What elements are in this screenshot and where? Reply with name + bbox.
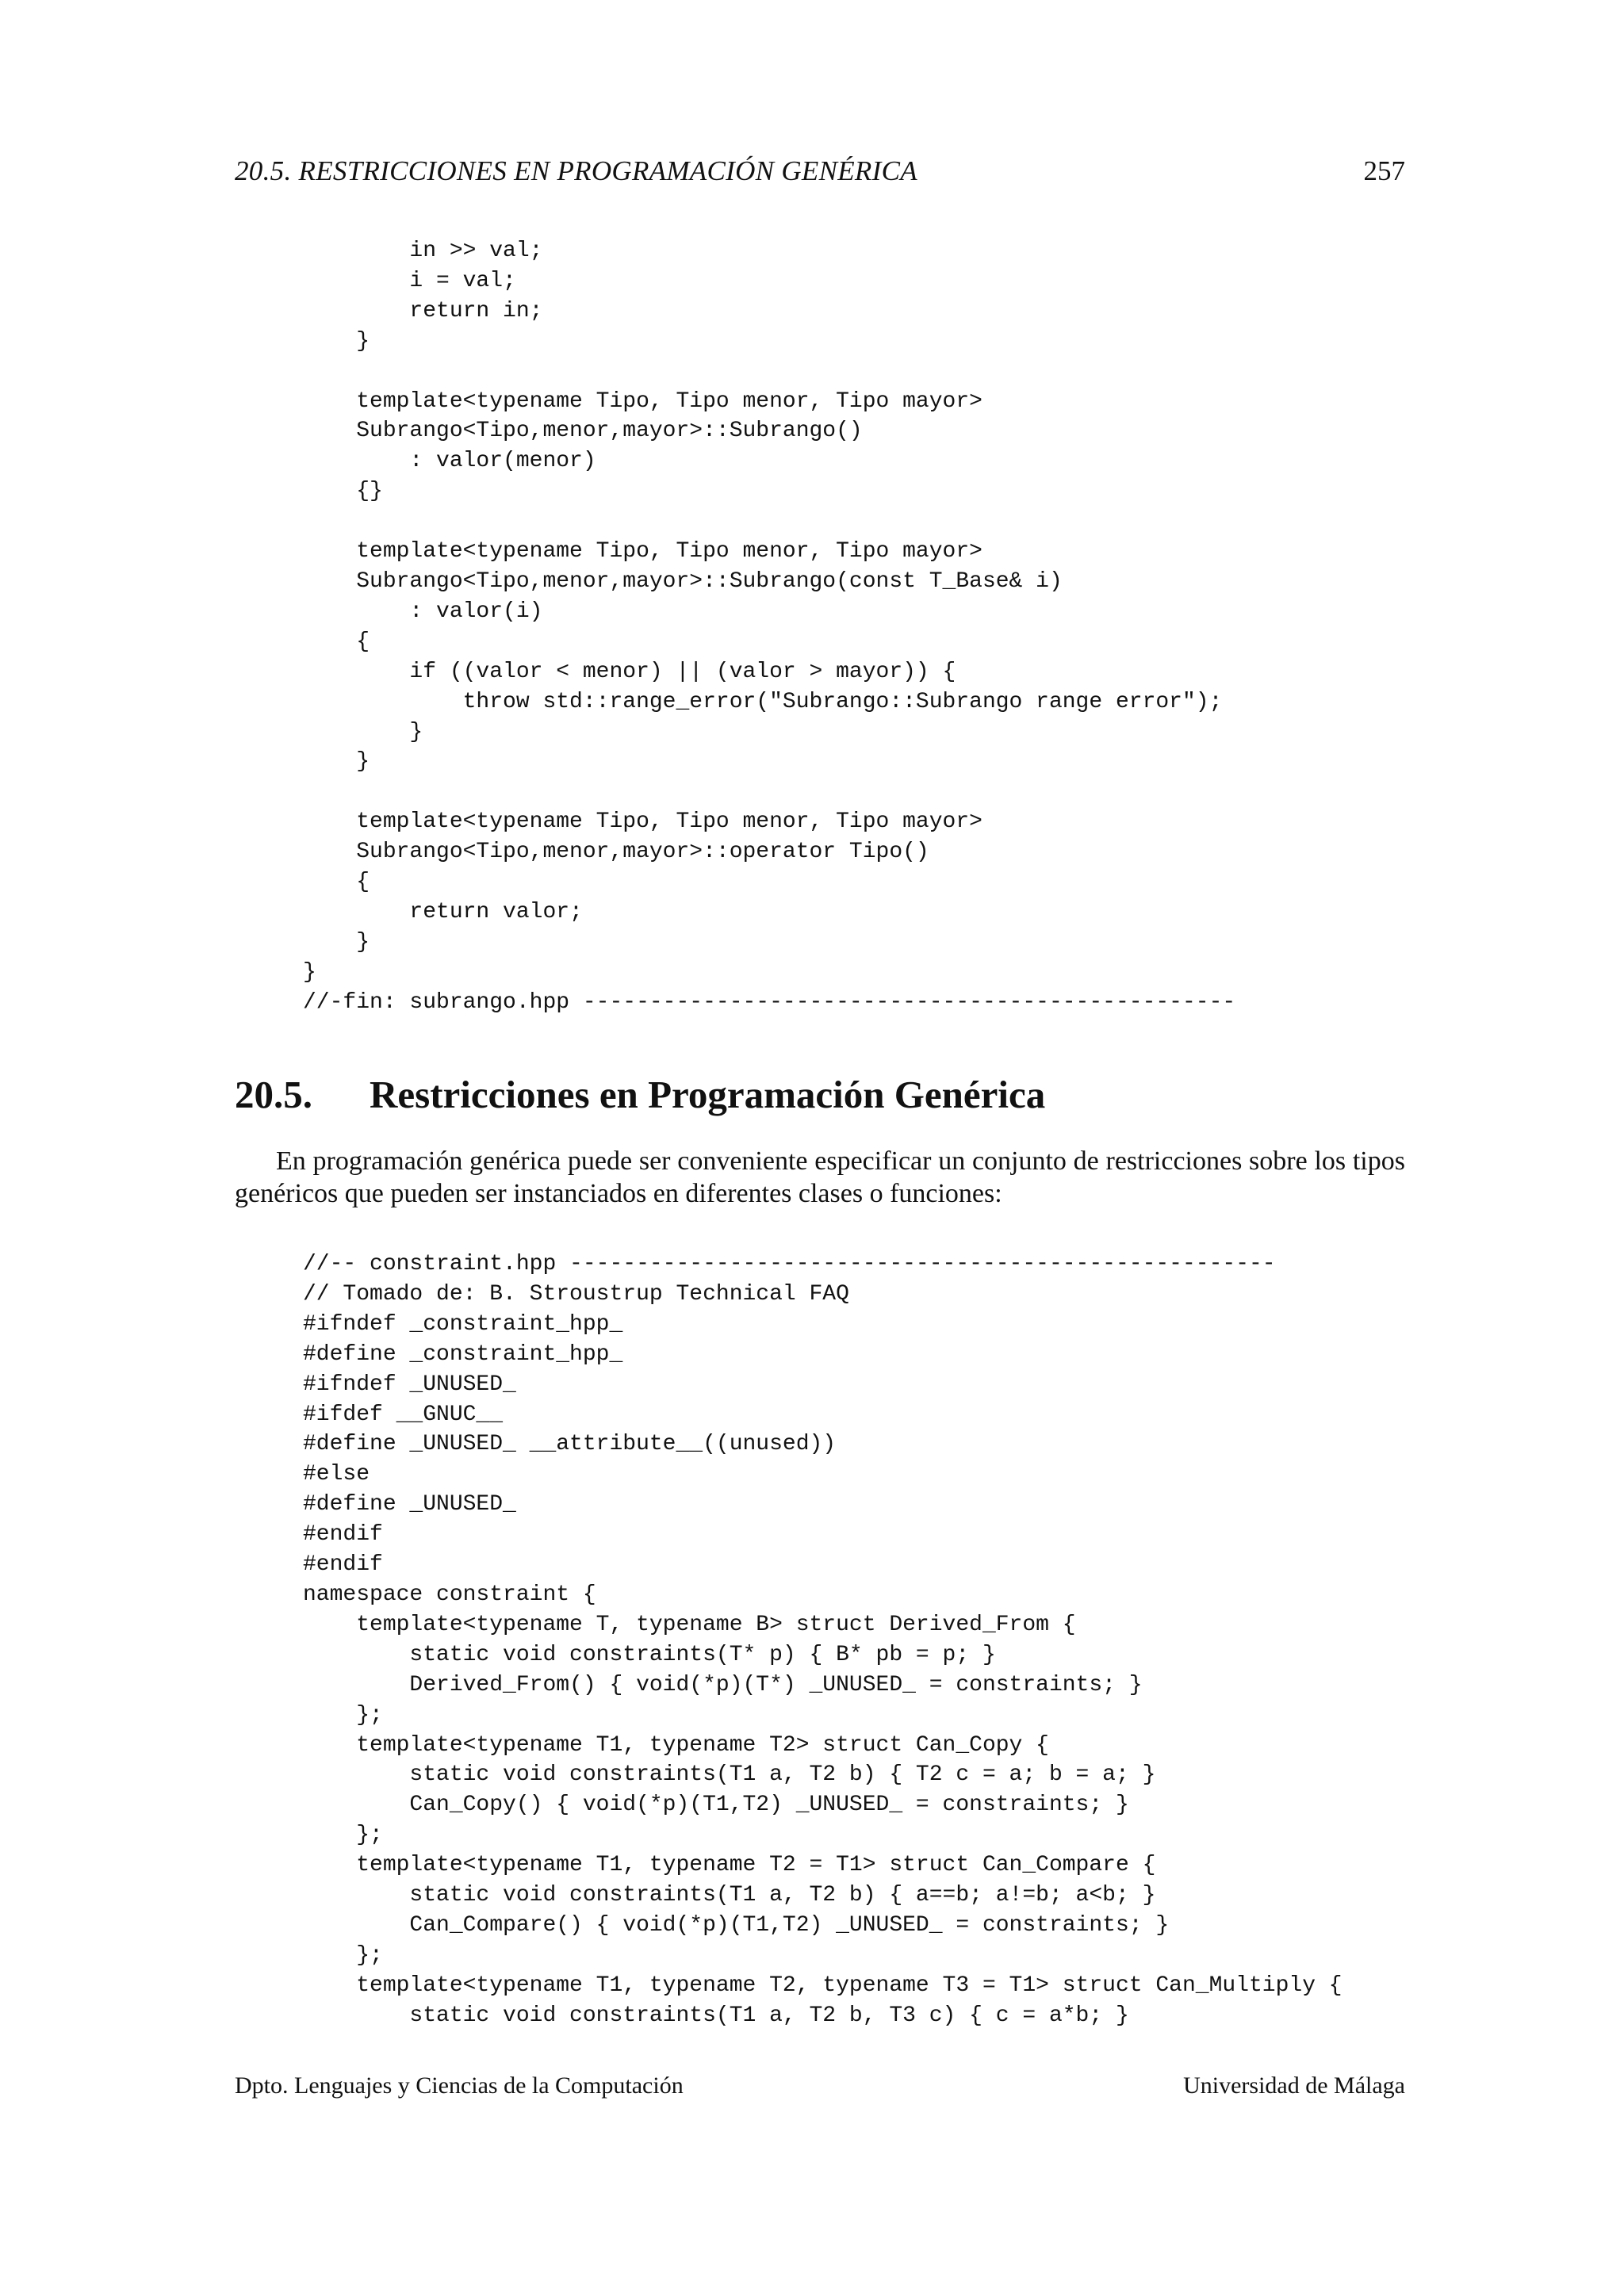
code-block-constraint: //-- constraint.hpp ----------------------------------------------------- // Tomado de: B. Stroustrup Technical FAQ #ifndef _constraint_hpp_ #define _constraint_hpp_ #ifndef _UNUSED_ #ifdef __GNUC__ #define _UNUSED_ __attribute__((unused)) #else #define _UNUSED_ #endif #endif namespace constraint { template<typename T, typename B> struct Derived_From { static void constraints(T* p) { B* pb = p; } Derived_From() { void(*p)(T*) _UNUSED_ = constraints; } }; template<typename T1, typename T2> struct Can_Copy { static void constraints(T1 a, T2 b) { T2 c = a; b = a; } Can_Copy() { void(*p)(T1,T2) _UNUSED_ = constraints; } }; template<typename T1, typename T2 = T1> struct Can_Compare { static void constraints(T1 a, T2 b) { a==b; a!=b; a<b; } Can_Compare() { void(*p)(T1,T2) _UNUSED_ = constraints; } }; template<typename T1, typename T2, typename T3 = T1> struct Can_Multiply { static void constraints(T1 a, T2 b, T3 c) { c = a*b; } (303, 1252, 1342, 2028)
running-title: 20.5. RESTRICCIONES EN PROGRAMACIÓN GENÉRICA (235, 155, 917, 186)
intro-paragraph: En programación genérica puede ser conveniente especificar un conjunto de restricciones sobre los tipos genéricos que pueden ser instanciados en diferentes clases o funciones: (235, 1146, 1405, 1208)
section-number: 20.5. (235, 1073, 312, 1116)
page-number: 257 (1363, 155, 1405, 186)
running-header (235, 155, 1405, 195)
footer-university: Universidad de Málaga (1183, 2072, 1405, 2099)
section-heading (235, 1072, 1045, 1117)
code-block-subrango: in >> val; i = val; return in; } template<typename Tipo, Tipo menor, Tipo mayor> Subrango<Tipo,menor,mayor>::Subrango() : valor(menor) {} template<typename Tipo, Tipo menor, Tipo mayor> Subrango<Tipo,menor,mayor>::Subrango(const T_Base& i) : valor(i) { if ((valor < menor) || (valor > mayor)) { throw std::range_error("Subrango::Subrango range error"); } } template<typename Tipo, Tipo menor, Tipo mayor> Subrango<Tipo,menor,mayor>::operator Tipo() { return valor; } } //-fin: subrango.hpp ------------------------------------------------- (303, 239, 1236, 1015)
footer-department: Dpto. Lenguajes y Ciencias de la Computación (235, 2072, 684, 2099)
section-title: Restricciones en Programación Genérica (370, 1073, 1046, 1116)
